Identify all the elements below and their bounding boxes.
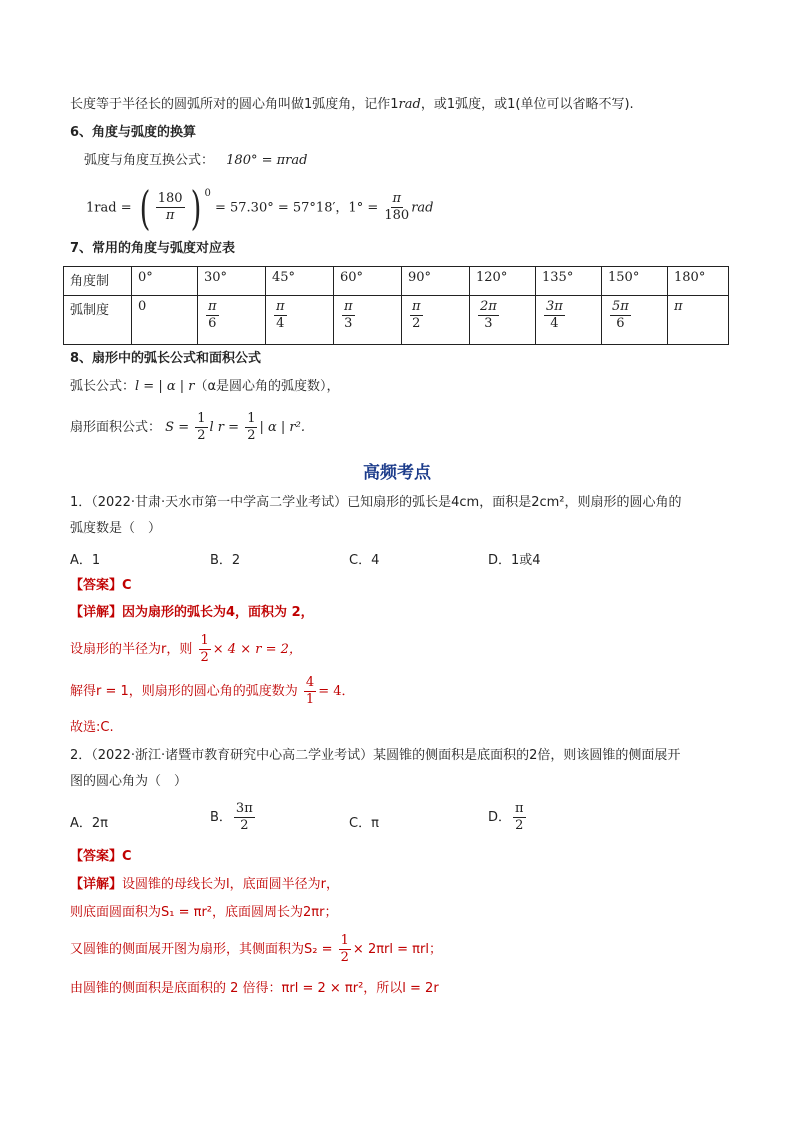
radian-cell: $\frac{3\pi}{4}$ [536, 296, 602, 345]
q1-detail2-frac: $\frac{1}{2}$ [200, 633, 209, 665]
f2-unit: rad [411, 200, 434, 216]
f2-den2: 180 [384, 208, 410, 224]
intro-post: ，或1弧度，或1(单位可以省略不写). [420, 97, 634, 112]
f2-den: π [165, 208, 175, 224]
q1-conclusion: 故选:C. [70, 720, 114, 735]
section6-formula: 180° = πrad [226, 153, 308, 168]
q2-detail3-post: × 2πrl = πrl； [352, 942, 442, 957]
q2-option-a[interactable]: A．2π [70, 816, 108, 831]
angle-radian-table [63, 266, 729, 345]
radian-cell: $\frac{2\pi}{3}$ [470, 296, 536, 345]
section6-formula-line [84, 152, 307, 170]
degree-row [64, 267, 729, 296]
arc-note: （α是圆心角的弧度数）， [194, 379, 340, 394]
q1-answer [70, 577, 132, 595]
arc-label: 弧长公式： [70, 379, 136, 394]
q1-option-c[interactable]: C．4 [349, 553, 380, 568]
q2-detail3-pre: 又圆锥的侧面展开图为扇形，其侧面积为S₂ = [70, 942, 333, 957]
q2-answer [70, 848, 132, 866]
area-tail: | α | r². [259, 420, 305, 435]
q1-detail-label: 【详解】 [70, 605, 123, 620]
q1-detail3-pre: 解得r = 1，则扇形的圆心角的弧度数为 [70, 684, 298, 699]
q2-option-b-label: B． [210, 810, 232, 825]
degree-cell: 120° [470, 267, 536, 296]
radian-cell: π [668, 296, 729, 345]
f2-fraction [156, 191, 185, 224]
q2-detail1: 设圆锥的母线长为l，底面圆半径为r， [122, 877, 339, 892]
q1-detail2-pre: 设扇形的半径为r，则 [70, 642, 193, 657]
degree-cell: 150° [602, 267, 668, 296]
q2-detail2: 则底面圆面积为S₁ = πr²，底面圆周长为2πr； [70, 905, 338, 920]
intro-pre: 长度等于半径长的圆弧所对的圆心角叫做1弧度角，记作1 [70, 97, 399, 112]
intro-rad: rad [398, 97, 421, 112]
section6-conversion-formula: 1rad = ( $\frac{180}{\pi}$ ) $^0$ = 57.30° = 57°18′，1° = $\frac{\pi}{180}$ rad [86, 180, 434, 235]
area-label: 扇形面积公式： [70, 420, 162, 435]
q1-detail2-line [70, 630, 302, 670]
sector-area-line [70, 408, 305, 448]
q2-option-b-frac: $\frac{3\pi}{2}$ [235, 801, 253, 833]
q2-option-d-label: D． [488, 810, 512, 825]
q1-detail3-post: = 4． [318, 684, 355, 699]
section6-title: 6、角度与弧度的换算 [70, 125, 197, 140]
area-s: S = [165, 420, 190, 435]
q1-option-d[interactable]: D．1或4 [488, 553, 541, 568]
f2-num: 180 [157, 191, 183, 207]
q2-detail1-line [70, 876, 339, 894]
q1-stem-line1: 1．（2022·甘肃·天水市第一中学高二学业考试）已知扇形的弧长是4cm，面积是2cm²，则扇形的圆心角的 [70, 495, 682, 510]
radian-cell: $\frac{\pi}{2}$ [402, 296, 470, 345]
section8-title: 8、扇形中的弧长公式和面积公式 [70, 351, 262, 366]
q1-detail3-line [70, 672, 355, 712]
q2-answer-value: C [122, 849, 132, 864]
q1-detail1: 因为扇形的弧长为4，面积为 2， [122, 605, 314, 620]
q1-detail3-frac: $\frac{4}{1}$ [305, 675, 315, 707]
degree-header: 角度制 [64, 267, 132, 296]
intro-line [70, 96, 634, 114]
radian-row [64, 296, 729, 345]
q2-detail3-frac: $\frac{1}{2}$ [340, 933, 349, 965]
degree-cell: 135° [536, 267, 602, 296]
q1-detail1-line [70, 604, 314, 622]
area-lr: l r = [209, 420, 240, 435]
q1-answer-value: C [122, 578, 132, 593]
section6-formula-label: 弧度与角度互换公式： [84, 153, 215, 168]
q2-detail4: 由圆锥的侧面积是底面积的 2 倍得：πrl = 2 × πr²，所以l = 2r [70, 981, 439, 996]
q2-answer-label: 【答案】 [70, 849, 123, 864]
f2-num2: π [392, 191, 402, 207]
q1-detail2-post: × 4 × r = 2， [212, 642, 302, 657]
arc-length-line [70, 378, 340, 396]
radian-cell: 0 [132, 296, 198, 345]
q2-option-d[interactable] [488, 800, 528, 836]
q2-detail-label: 【详解】 [70, 877, 123, 892]
q2-stem-line2: 图的圆心角为（ ） [70, 774, 188, 789]
q1-answer-label: 【答案】 [70, 578, 123, 593]
f2-fraction2 [384, 191, 409, 224]
q1-stem-line2: 弧度数是（ ） [70, 521, 162, 536]
q2-option-c[interactable]: C．π [349, 816, 379, 831]
f2-lhs: 1rad = [86, 200, 132, 216]
q1-option-b[interactable]: B．2 [210, 553, 241, 568]
degree-cell: 60° [334, 267, 402, 296]
q2-option-d-frac: $\frac{\pi}{2}$ [515, 801, 524, 833]
radian-cell: $\frac{\pi}{3}$ [334, 296, 402, 345]
radian-cell: $\frac{5\pi}{6}$ [602, 296, 668, 345]
degree-cell: 0° [132, 267, 198, 296]
q2-stem-line1: 2．（2022·浙江·诸暨市教育研究中心高二学业考试）某圆锥的侧面积是底面积的2倍，则该圆锥的侧面展开 [70, 748, 681, 763]
f2-exp: 0 [204, 188, 211, 199]
radian-cell: $\frac{\pi}{6}$ [198, 296, 266, 345]
degree-cell: 30° [198, 267, 266, 296]
q2-detail3-line [70, 930, 442, 970]
radian-cell: $\frac{\pi}{4}$ [266, 296, 334, 345]
section7-title: 7、常用的角度与弧度对应表 [70, 241, 236, 256]
q1-option-a[interactable]: A．1 [70, 553, 101, 568]
area-half: $\frac{1}{2}$ [197, 411, 206, 443]
degree-cell: 90° [402, 267, 470, 296]
q2-option-b[interactable] [210, 800, 257, 836]
area-half2: $\frac{1}{2}$ [247, 411, 256, 443]
degree-cell: 180° [668, 267, 729, 296]
degree-cell: 45° [266, 267, 334, 296]
arc-formula: l = | α | r [135, 379, 195, 394]
radian-header: 弧制度 [64, 296, 132, 345]
f2-mid: = 57.30° = 57°18′，1° = [214, 200, 379, 216]
section-heading: 高频考点 [363, 463, 431, 483]
